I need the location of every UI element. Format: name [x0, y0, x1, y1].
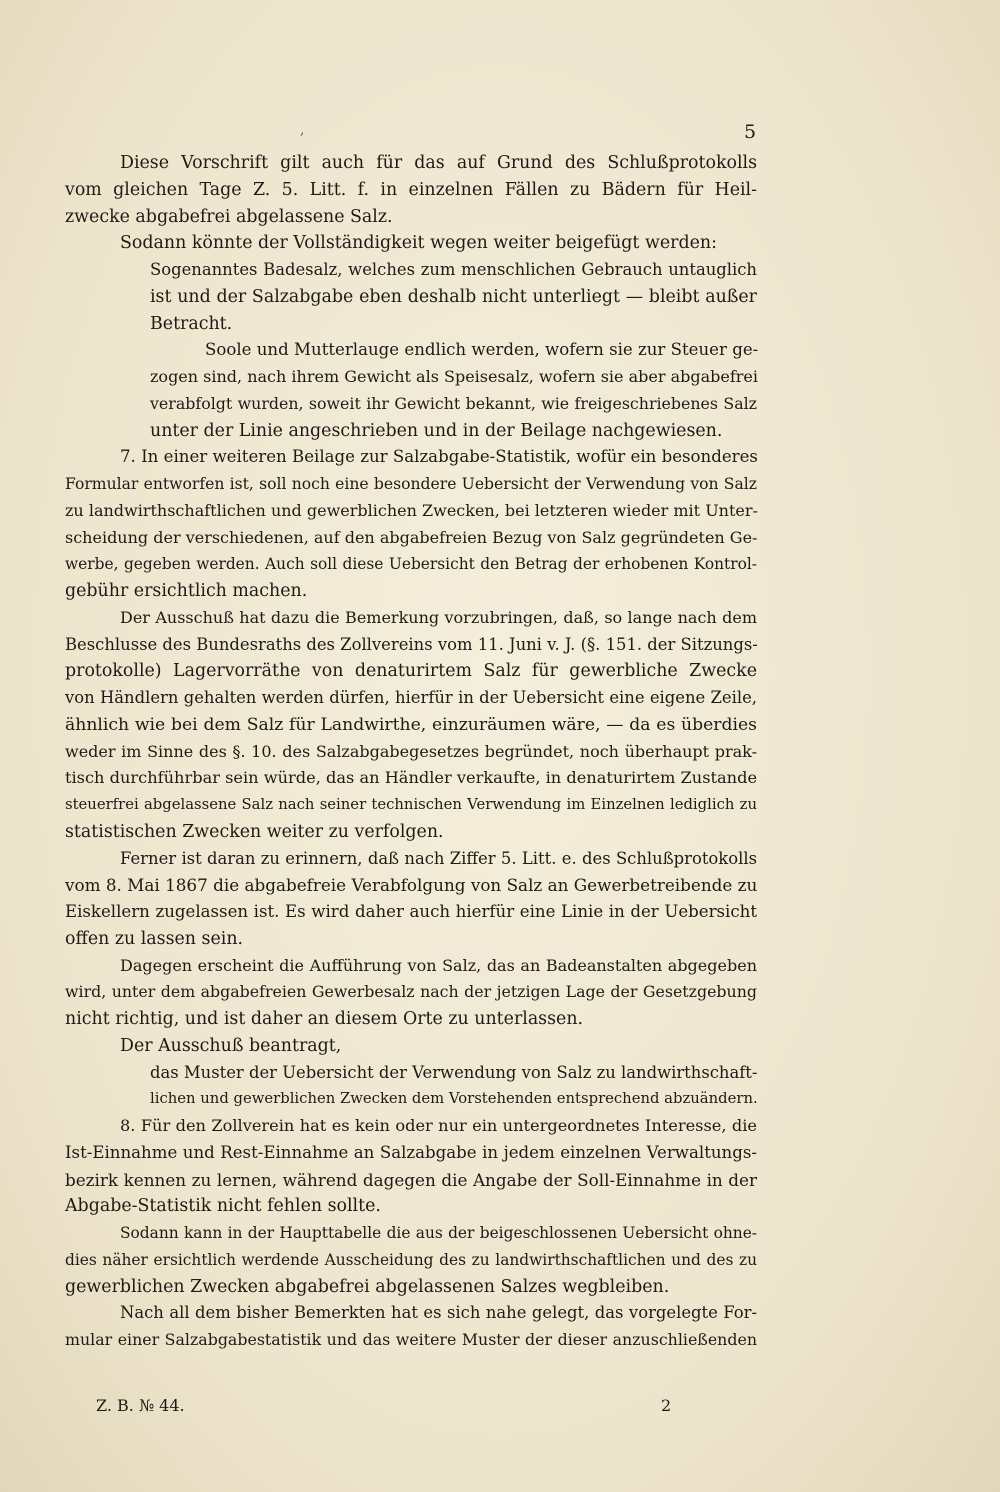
text-line: Beschlusse des Bundesraths des Zollvereins vom 11. Juni v. J. (§. 151. der Sitzungs-	[65, 634, 758, 654]
text-line: bezirk kennen zu lernen, während dagegen die Angabe der Soll-Einnahme in der	[65, 1169, 757, 1190]
text-line: steuerfrei abgelassene Salz nach seiner technischen Verwendung im Einzelnen lediglich zu	[65, 796, 757, 813]
text-line: 7. In einer weiteren Beilage zur Salzabgabe-Statistik, wofür ein besonderes	[120, 447, 758, 467]
text-line: unter der Linie angeschrieben und in der Beilage nachgewiesen.	[150, 420, 723, 441]
ink-mark: ,	[300, 122, 305, 138]
text-line: scheidung der verschiedenen, auf den abgabefreien Bezug von Salz gegründeten Ge-	[65, 527, 758, 547]
text-line: Der Ausschuß hat dazu die Bemerkung vorzubringen, daß, so lange nach dem	[120, 607, 757, 627]
text-line: gewerblichen Zwecken abgabefrei abgelassenen Salzes wegbleiben.	[65, 1276, 670, 1297]
text-line: das Muster der Uebersicht der Verwendung von Salz zu landwirthschaft-	[150, 1062, 758, 1082]
text-line: ähnlich wie bei dem Salz für Landwirthe, einzuräumen wäre, — da es überdies	[65, 714, 757, 735]
text-line: Dagegen erscheint die Aufführung von Salz, das an Badeanstalten abgegeben	[120, 955, 757, 975]
text-line: werbe, gegeben werden. Auch soll diese Uebersicht den Betrag der erhobenen Kontrol-	[65, 555, 757, 574]
text-line: vom gleichen Tage Z. 5. Litt. f. in einzelnen Fällen zu Bädern für Heil-	[65, 179, 757, 200]
text-line: gebühr ersichtlich machen.	[65, 581, 308, 601]
text-line: zogen sind, nach ihrem Gewicht als Speisesalz, wofern sie aber abgabefrei	[150, 367, 758, 386]
text-line: Sogenanntes Badesalz, welches zum menschlichen Gebrauch untauglich	[150, 260, 757, 279]
text-line: tisch durchführbar sein würde, das an Händler verkaufte, in denaturirtem Zustande	[65, 768, 758, 788]
text-line: zu landwirthschaftlichen und gewerblichen Zwecken, bei letzteren wieder mit Unter-	[65, 500, 758, 520]
text-line: Ferner ist daran zu erinnern, daß nach Ziffer 5. Litt. e. des Schlußprotokolls	[120, 848, 757, 868]
text-line: Abgabe-Statistik nicht fehlen sollte.	[65, 1196, 381, 1217]
text-line: 8. Für den Zollverein hat es kein oder nur ein untergeordnetes Interesse, die	[120, 1116, 757, 1135]
body-text	[65, 150, 757, 1354]
text-line: vom 8. Mai 1867 die abgabefreie Verabfolgung von Salz an Gewerbetreibende zu	[65, 875, 758, 896]
text-line: Nach all dem bisher Bemerkten hat es sich nahe gelegt, das vorgelegte For-	[120, 1303, 757, 1323]
text-line: verabfolgt wurden, soweit ihr Gewicht bekannt, wie freigeschriebenes Salz	[150, 393, 757, 413]
text-line: lichen und gewerblichen Zwecken dem Vorstehenden entsprechend abzuändern.	[150, 1090, 758, 1108]
text-line: protokolle) Lagervorräthe von denaturirtem Salz für gewerbliche Zwecke	[65, 661, 757, 682]
text-line: Der Ausschuß beantragt,	[120, 1035, 342, 1056]
text-line: Soole und Mutterlauge endlich werden, wofern sie zur Steuer ge-	[205, 340, 759, 360]
text-line: Eiskellern zugelassen ist. Es wird daher auch hierfür eine Linie in der Uebersicht	[65, 902, 757, 921]
footer-signature: Z. B. № 44.	[96, 1396, 185, 1415]
text-line: dies näher ersichtlich werdende Ausscheidung des zu landwirthschaftlichen und des zu	[65, 1250, 757, 1269]
text-line: offen zu lassen sein.	[65, 928, 244, 949]
text-line: zwecke abgabefrei abgelassene Salz.	[65, 206, 393, 227]
text-line: von Händlern gehalten werden dürfen, hierfür in der Uebersicht eine eigene Zeile,	[65, 688, 757, 707]
text-line: statistischen Zwecken weiter zu verfolgen.	[65, 821, 444, 842]
text-line: Formular entworfen ist, soll noch eine besondere Uebersicht der Verwendung von Salz	[65, 475, 757, 493]
text-line: Diese Vorschrift gilt auch für das auf Grund des Schlußprotokolls	[120, 153, 757, 173]
text-line: Betracht.	[150, 313, 233, 334]
text-line: Ist-Einnahme und Rest-Einnahme an Salzabgabe in jedem einzelnen Verwaltungs-	[65, 1142, 757, 1162]
text-line: ist und der Salzabgabe eben deshalb nicht unterliegt — bleibt außer	[150, 286, 757, 307]
text-line: Sodann kann in der Haupttabelle die aus der beigeschlossenen Uebersicht ohne-	[120, 1224, 757, 1242]
text-line: weder im Sinne des §. 10. des Salzabgabegesetzes begründet, noch überhaupt prak-	[65, 741, 757, 761]
text-line: wird, unter dem abgabefreien Gewerbesalz nach der jetzigen Lage der Gesetzgebung	[65, 982, 757, 1002]
text-line: nicht richtig, und ist daher an diesem Orte zu unterlassen.	[65, 1009, 584, 1029]
text-line: mular einer Salzabgabestatistik und das weitere Muster der dieser anzuschließenden	[65, 1330, 757, 1349]
footer-sheet-number: 2	[661, 1396, 672, 1415]
page-number: 5	[744, 121, 757, 143]
text-line: Sodann könnte der Vollständigkeit wegen weiter beigefügt werden:	[120, 233, 717, 254]
